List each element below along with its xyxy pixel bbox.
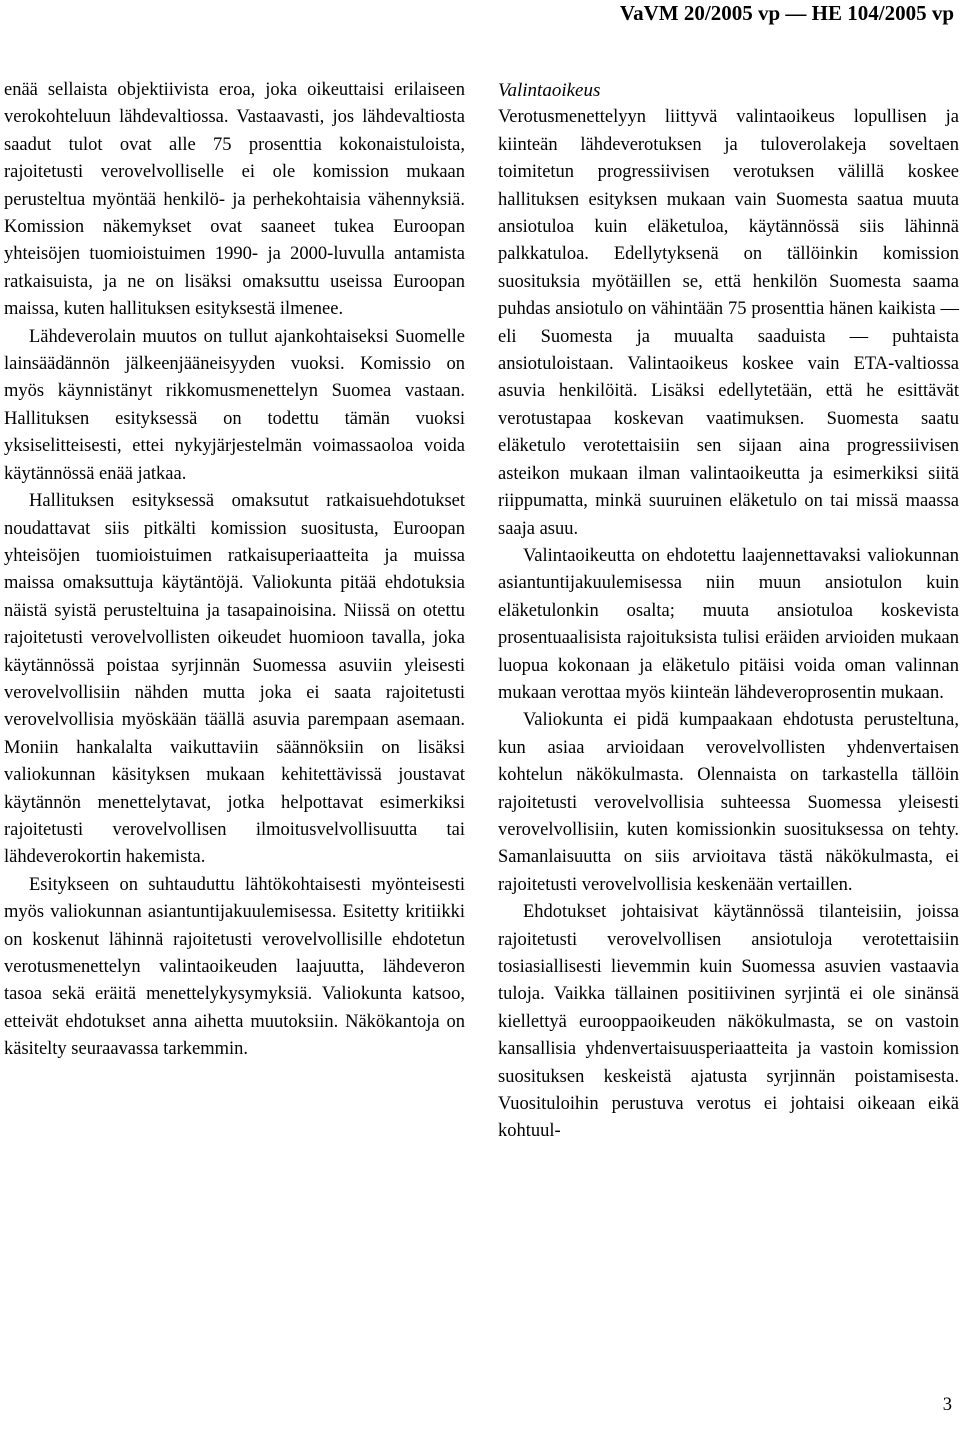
running-header: VaVM 20/2005 vp — HE 104/2005 vp xyxy=(619,1,954,25)
left-column xyxy=(4,77,465,1064)
body-paragraph: Valiokunta ei pidä kumpaakaan ehdotusta perusteltuna, kun asiaa arvioidaan verovelvollisten yhdenvertaisen kohtelun näkökulmasta. Olennaista on tarkastella tällöin rajoitetusti verovelvollisia suhteessa Suomessa yleisesti verovelvollisiin, kuten komissionkin suosituksessa on tehty. Samanlaisuutta on siis arvioitava tästä näkökulmasta, ei rajoitetusti verovelvollisia keskenään vertaillen. xyxy=(498,710,959,895)
body-paragraph: enää sellaista objektiivista eroa, joka oikeuttaisi erilaiseen verokohteluun lähdevaltiossa. Vastaavasti, jos lähdevaltiosta saadut tulot ovat alle 75 prosenttia kokonaistuloista, rajoitetusti verovelvolliselle ei ole komission mukaan perusteltua myöntää henkilö- ja perhekohtaisia vähennyksiä. Komission näkemykset ovat saaneet tukea Euroopan yhteisöjen tuomioistuimen 1990- ja 2000-luvulla antamista ratkaisuista, ja ne on lisäksi omaksuttu useissa Euroopan maissa, kuten hallituksen esityksestä ilmenee. xyxy=(4,80,465,320)
body-paragraph: Lähdeverolain muutos on tullut ajankohtaiseksi Suomelle lainsäädännön jälkeenjääneisyyden vuoksi. Komissio on myös käynnistänyt rikkomusmenettelyn Suomea vastaan. Hallituksen esityksessä on todettu tämän vuoksi yksiselitteisesti, ettei nykyjärjestelmän voimassaoloa voida käytännössä enää jatkaa. xyxy=(4,326,465,484)
body-paragraph: Hallituksen esityksessä omaksutut ratkaisuehdotukset noudattavat siis pitkälti komission suositusta, Euroopan yhteisöjen tuomioistuimen ratkaisuperiaatteita ja muissa maissa omaksuttuja käytäntöjä. Valiokunta pitää ehdotuksia näistä syistä perusteltuina ja tasapainoisina. Niissä on otettu rajoitetusti verovelvollisten oikeudet huomioon tavalla, joka käytännössä poistaa syrjinnän Suomessa asuviin yleisesti verovelvollisiin nähden mutta joka ei saata rajoitetusti verovelvollisia myöskään täällä asuvia parempaan asemaan. Moniin hankalalta vaikuttaviin säännöksiin on lisäksi valiokunnan käsityksen mukaan kehitettävissä joustavat käytännön menettelytavat, jotka helpottavat esimerkiksi rajoitetusti verovelvollisen ilmoitusvelvollisuutta tai lähdeverokortin hakemista. xyxy=(4,491,465,868)
right-column xyxy=(498,77,959,1146)
page-number: 3 xyxy=(942,1395,952,1415)
body-paragraph: Ehdotukset johtaisivat käytännössä tilanteisiin, joissa rajoitetusti verovelvollisen ansiotuloja verotettaisiin tosiasiallisesti lievemmin kuin Suomessa asuvien vastaavia tuloja. Vaikka tällainen positiivinen syrjintä ei ole sinänsä kiellettyä eurooppaoikeuden näkökulmasta, se on vastoin kansallisia yhdenvertaisuusperiaatteita ja vastoin komission suosituksen keskeistä ajatusta syrjinnän poistamisesta. Vuosituloihin perustuva verotus ei johtaisi oikeaan eikä kohtuul- xyxy=(498,902,959,1142)
body-paragraph: Esitykseen on suhtauduttu lähtökohtaisesti myönteisesti myös valiokunnan asiantuntijakuulemisessa. Esitetty kritiikki on koskenut lähinnä rajoitetusti verovelvollisille ehdotetun verotusmenettelyn valintaoikeuden laajuutta, lähdeveron tasoa sekä eräitä menettelykysymyksiä. Valiokunta katsoo, etteivät ehdotukset anna aihetta muutoksiin. Näkökantoja on käsitelty seuraavassa tarkemmin. xyxy=(4,874,465,1060)
body-paragraph: Verotusmenettelyyn liittyvä valintaoikeus lopullisen ja kiinteän lähdeverotuksen ja tuloverolakeja soveltaen toimitetun progressiivisen verotuksen välillä koskee hallituksen esityksen mukaan vain Suomesta saatua muuta ansiotuloa kuin eläketuloa, käytännössä siis lähinnä palkkatuloa. Edellytyksenä on tällöinkin komission suosituksia myötäillen se, että henkilön Suomesta saama puhdas ansiotulo on vähintään 75 prosenttia hänen kaikista — eli Suomesta ja muualta saaduista — puhtaista ansiotuloistaan. Valintaoikeus koskee vain ETA-valtiossa asuvia henkilöitä. Lisäksi edellytetään, että he esittävät verotustapaa koskevan vaatimuksen. Suomesta saatu eläketulo verotettaisiin sen sijaan aina progressiivisen asteikon mukaan ilman valintaoikeutta ja esimerkiksi siitä riippumatta, minkä suuruinen eläketulo on tai missä maassa saaja asuu. xyxy=(498,107,959,539)
section-heading: Valintaoikeus xyxy=(498,80,601,101)
body-paragraph: Valintaoikeutta on ehdotettu laajennettavaksi valiokunnan asiantuntijakuulemisessa niin muun ansiotulon kuin eläketulonkin osalta; muuta ansiotuloa koskevista prosentuaalisista rajoituksista tulisi eräiden arvioiden mukaan luopua kokonaan ja eläketulo pitäisi voida oman valinnan mukaan verottaa myös kiinteän lähdeveroprosentin mukaan. xyxy=(498,545,959,703)
